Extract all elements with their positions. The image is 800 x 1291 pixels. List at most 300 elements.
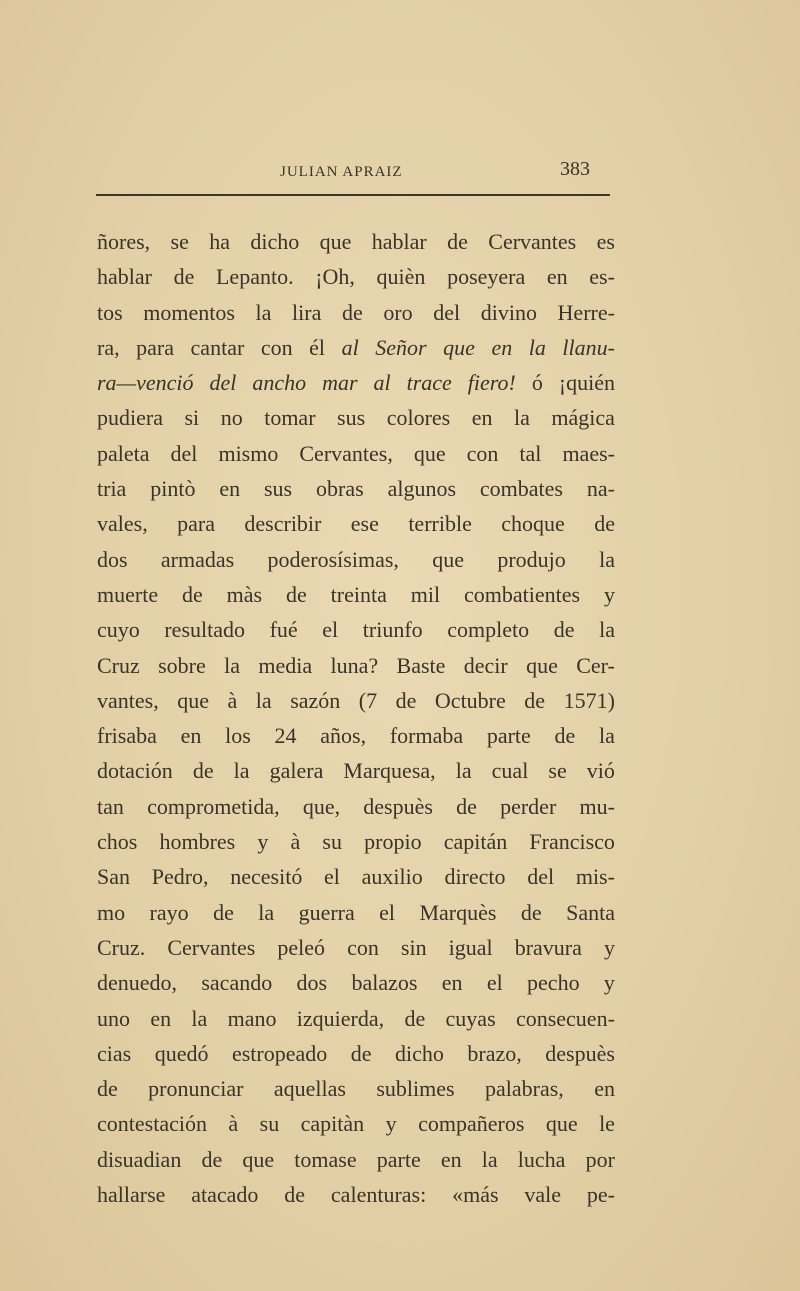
word: momentos bbox=[143, 299, 235, 325]
word-group bbox=[97, 859, 130, 894]
word-group bbox=[597, 224, 615, 259]
word: al bbox=[373, 370, 391, 396]
word-group bbox=[201, 1142, 222, 1177]
text-line bbox=[97, 436, 615, 471]
word-group bbox=[374, 365, 391, 400]
word-group bbox=[150, 1001, 171, 1036]
word-group bbox=[303, 789, 340, 824]
word-group bbox=[407, 365, 452, 400]
word-group bbox=[294, 1142, 356, 1177]
word-group bbox=[264, 471, 292, 506]
word-group bbox=[419, 895, 496, 930]
word-group bbox=[97, 718, 157, 753]
word: que bbox=[413, 440, 446, 466]
word: capitán bbox=[443, 829, 508, 855]
word-group bbox=[372, 224, 427, 259]
word: treinta bbox=[330, 581, 387, 607]
word: tal bbox=[519, 440, 542, 466]
word-group bbox=[257, 824, 268, 859]
word-group bbox=[97, 648, 140, 683]
word-group bbox=[193, 753, 214, 788]
word-group bbox=[435, 683, 506, 718]
page-number: 383 bbox=[560, 158, 590, 180]
word: la bbox=[258, 899, 275, 925]
word-group bbox=[599, 542, 615, 577]
word-group bbox=[452, 1177, 498, 1212]
word: la bbox=[514, 405, 530, 431]
word-group bbox=[488, 224, 576, 259]
word-group bbox=[155, 1036, 209, 1071]
word: y bbox=[385, 1111, 397, 1137]
word: años, bbox=[320, 723, 367, 749]
word: tomase bbox=[294, 1146, 357, 1172]
word: mil bbox=[410, 581, 441, 607]
word: trace bbox=[406, 370, 452, 396]
word-group bbox=[256, 295, 272, 330]
word: de bbox=[284, 1182, 306, 1208]
word: la bbox=[224, 652, 241, 678]
word: triunfo bbox=[362, 617, 423, 643]
word: en bbox=[180, 723, 202, 749]
word: que bbox=[242, 1146, 275, 1172]
word: Marquès bbox=[419, 899, 497, 925]
word-group bbox=[147, 789, 280, 824]
word-group bbox=[324, 859, 340, 894]
word-group bbox=[97, 400, 163, 435]
word: dicho bbox=[395, 1040, 444, 1066]
word-group bbox=[351, 1036, 372, 1071]
word: la bbox=[528, 334, 546, 360]
word-group bbox=[275, 718, 297, 753]
word: pecho bbox=[527, 970, 580, 996]
word: consecuen- bbox=[515, 1005, 615, 1031]
word: choque bbox=[501, 511, 565, 537]
word: pe- bbox=[586, 1182, 615, 1208]
word: en bbox=[471, 405, 493, 431]
word: à bbox=[290, 829, 301, 855]
word: se bbox=[548, 758, 567, 784]
word-group bbox=[449, 930, 493, 965]
word-group bbox=[446, 1001, 496, 1036]
word-group bbox=[228, 683, 238, 718]
word: mano bbox=[227, 1005, 277, 1031]
word: con bbox=[347, 934, 379, 960]
word-group bbox=[316, 471, 364, 506]
word: su bbox=[322, 829, 342, 855]
word: el bbox=[379, 899, 396, 925]
word-group bbox=[559, 365, 615, 400]
word: despuès bbox=[545, 1040, 615, 1066]
word-group bbox=[219, 471, 240, 506]
word-group bbox=[468, 365, 516, 400]
word-group bbox=[97, 506, 148, 541]
word: dos bbox=[296, 970, 328, 996]
word-group bbox=[414, 436, 446, 471]
word: Herre- bbox=[557, 299, 615, 325]
word-group bbox=[554, 612, 575, 647]
word: el bbox=[324, 864, 340, 890]
word-group bbox=[388, 471, 456, 506]
word: sus bbox=[337, 405, 366, 431]
word-group bbox=[524, 1177, 561, 1212]
word-group bbox=[562, 330, 615, 365]
word-group bbox=[529, 824, 615, 859]
word: propio bbox=[364, 829, 422, 855]
word-group bbox=[286, 577, 307, 612]
word-group bbox=[521, 895, 542, 930]
word: que, bbox=[302, 793, 341, 819]
word: de bbox=[350, 1040, 372, 1066]
word: perder bbox=[500, 793, 557, 819]
word: su bbox=[259, 1111, 280, 1137]
word-group bbox=[390, 718, 463, 753]
word: comprometida, bbox=[147, 793, 280, 819]
word: dotación bbox=[97, 758, 173, 784]
word-group bbox=[270, 753, 324, 788]
word: si bbox=[184, 405, 200, 431]
word: ¡Oh, bbox=[315, 264, 355, 290]
word: mis- bbox=[575, 864, 615, 890]
word: calenturas: bbox=[330, 1182, 427, 1208]
word-group bbox=[320, 718, 366, 753]
word: divino bbox=[480, 299, 537, 325]
word: cual bbox=[491, 758, 529, 784]
word-group bbox=[297, 965, 328, 1000]
word: Cervantes, bbox=[299, 440, 393, 466]
word: la bbox=[191, 1005, 208, 1031]
word-group bbox=[472, 400, 493, 435]
word-group bbox=[315, 259, 355, 294]
word: produjo bbox=[497, 546, 566, 572]
word: de bbox=[341, 299, 363, 325]
word-group bbox=[500, 789, 556, 824]
word-group bbox=[566, 895, 615, 930]
word: de bbox=[395, 687, 417, 713]
word-group bbox=[587, 1177, 615, 1212]
word: sobre bbox=[158, 652, 206, 678]
word-group bbox=[299, 895, 355, 930]
word-group bbox=[301, 1106, 365, 1141]
word: él bbox=[309, 334, 326, 360]
word: combates bbox=[479, 476, 563, 502]
word-group bbox=[331, 1177, 426, 1212]
word-group bbox=[401, 930, 427, 965]
word: atacado bbox=[191, 1182, 259, 1208]
word-group bbox=[209, 224, 230, 259]
word-group bbox=[158, 648, 206, 683]
word: oro bbox=[383, 299, 413, 325]
word-group bbox=[441, 1142, 462, 1177]
word: mu- bbox=[579, 793, 615, 819]
word-group bbox=[270, 612, 298, 647]
text-line bbox=[97, 612, 615, 647]
word-group bbox=[444, 824, 508, 859]
word: de bbox=[192, 758, 214, 784]
word-group bbox=[167, 930, 255, 965]
text-line bbox=[97, 1001, 615, 1036]
text-line bbox=[97, 224, 615, 259]
word: en bbox=[441, 970, 463, 996]
word-group bbox=[224, 648, 240, 683]
word: la bbox=[599, 723, 615, 749]
word: auxilio bbox=[361, 864, 423, 890]
word: muerte bbox=[97, 581, 159, 607]
word-group bbox=[221, 400, 243, 435]
word: resultado bbox=[164, 617, 246, 643]
word-group bbox=[579, 789, 614, 824]
word-group bbox=[297, 1001, 384, 1036]
word-group bbox=[433, 295, 460, 330]
word: Lepanto. bbox=[215, 264, 294, 290]
word-group bbox=[143, 295, 235, 330]
word-group bbox=[456, 753, 472, 788]
word: de bbox=[404, 1005, 426, 1031]
word: mismo bbox=[218, 440, 279, 466]
text-line bbox=[97, 400, 615, 435]
word-group bbox=[97, 471, 126, 506]
word-group bbox=[256, 683, 272, 718]
word-group bbox=[97, 965, 177, 1000]
word-group bbox=[492, 753, 529, 788]
word: la bbox=[233, 758, 250, 784]
word-group bbox=[232, 1036, 327, 1071]
word: describir bbox=[244, 511, 322, 537]
word-group bbox=[387, 400, 451, 435]
word: de bbox=[173, 264, 195, 290]
word: la bbox=[255, 687, 272, 713]
word-group bbox=[97, 436, 150, 471]
word-group bbox=[514, 400, 530, 435]
word: por bbox=[585, 1146, 615, 1172]
word: contestación bbox=[97, 1111, 207, 1137]
word: capitàn bbox=[300, 1111, 365, 1137]
word: ese bbox=[350, 511, 379, 537]
word: rayo bbox=[149, 899, 189, 925]
word-group bbox=[213, 895, 234, 930]
word-group bbox=[177, 506, 215, 541]
text-line bbox=[97, 259, 615, 294]
word: disuadian bbox=[97, 1146, 182, 1172]
word: vantes, bbox=[97, 687, 159, 713]
word-group bbox=[97, 753, 173, 788]
word: vales, bbox=[97, 511, 148, 537]
word: despuès bbox=[363, 793, 433, 819]
word: pintò bbox=[150, 476, 196, 502]
word: frisaba bbox=[97, 723, 157, 749]
word-group bbox=[456, 789, 477, 824]
word: compañeros bbox=[418, 1111, 525, 1137]
running-header bbox=[270, 158, 590, 184]
word: Cruz bbox=[97, 652, 140, 678]
word: con bbox=[466, 440, 499, 466]
word-group bbox=[97, 789, 124, 824]
text-line bbox=[97, 1142, 615, 1177]
word-group bbox=[546, 1106, 578, 1141]
word: la bbox=[481, 1146, 498, 1172]
word-group bbox=[228, 1001, 277, 1036]
word-group bbox=[467, 436, 499, 471]
word-group bbox=[97, 295, 123, 330]
word: del bbox=[170, 440, 198, 466]
word: sus bbox=[264, 476, 293, 502]
word-group bbox=[395, 1036, 444, 1071]
word: Señor bbox=[375, 334, 427, 360]
word-group bbox=[375, 330, 426, 365]
word: ra—venció bbox=[97, 370, 194, 396]
header-rule bbox=[96, 194, 610, 196]
word-group bbox=[558, 295, 615, 330]
word-group bbox=[97, 824, 137, 859]
word: en bbox=[150, 1005, 172, 1031]
word: Cruz. bbox=[97, 934, 146, 960]
word-group bbox=[377, 1142, 421, 1177]
word: Octubre bbox=[434, 687, 506, 713]
word: de bbox=[456, 793, 477, 819]
word: de bbox=[285, 581, 307, 607]
word: peleó bbox=[277, 934, 326, 960]
word: luna? bbox=[330, 652, 379, 678]
word: mo bbox=[97, 899, 126, 925]
word: Cervantes bbox=[167, 934, 256, 960]
text-line bbox=[97, 1106, 615, 1141]
word: en bbox=[219, 476, 241, 502]
word-group bbox=[397, 648, 446, 683]
word: sin bbox=[400, 934, 427, 960]
word-group bbox=[464, 577, 580, 612]
text-line bbox=[97, 683, 615, 718]
text-line bbox=[97, 365, 615, 400]
word-group bbox=[225, 718, 251, 753]
word-group bbox=[234, 753, 250, 788]
word-group bbox=[594, 506, 615, 541]
word: Francisco bbox=[529, 829, 615, 855]
word: y bbox=[603, 934, 615, 960]
word-group bbox=[97, 259, 152, 294]
word: algunos bbox=[387, 476, 457, 502]
word-group bbox=[230, 859, 302, 894]
word-group bbox=[532, 365, 543, 400]
word-group bbox=[191, 1001, 207, 1036]
word: 24 bbox=[274, 723, 297, 749]
word: el bbox=[486, 970, 503, 996]
word: es bbox=[596, 229, 615, 254]
word: de bbox=[97, 1076, 118, 1102]
word-group bbox=[363, 612, 423, 647]
word: de bbox=[201, 1146, 223, 1172]
word-group bbox=[447, 259, 525, 294]
word: pronunciar bbox=[148, 1076, 244, 1102]
word-group bbox=[322, 365, 357, 400]
text-line bbox=[97, 295, 615, 330]
word-group bbox=[97, 683, 159, 718]
word-group bbox=[290, 683, 340, 718]
word-group bbox=[480, 471, 563, 506]
word-group bbox=[564, 683, 615, 718]
word-group bbox=[482, 1142, 498, 1177]
word-group bbox=[97, 1001, 130, 1036]
word-group bbox=[497, 542, 565, 577]
word-group bbox=[604, 930, 615, 965]
word: directo bbox=[444, 864, 506, 890]
word: cantar bbox=[190, 334, 245, 360]
word: en bbox=[546, 264, 568, 290]
word: hallarse bbox=[97, 1182, 166, 1208]
word-group bbox=[359, 683, 377, 718]
word: lucha bbox=[517, 1146, 566, 1172]
text-line bbox=[97, 506, 615, 541]
word: chos bbox=[97, 829, 138, 855]
word: de bbox=[447, 229, 468, 254]
word-group bbox=[443, 330, 475, 365]
word-group bbox=[258, 895, 274, 930]
word-group bbox=[383, 295, 412, 330]
word-group bbox=[491, 330, 512, 365]
word-group bbox=[589, 259, 615, 294]
word: parte bbox=[376, 1146, 421, 1172]
word: obras bbox=[316, 476, 364, 502]
word-group bbox=[447, 224, 468, 259]
word-group bbox=[242, 1142, 274, 1177]
word-group bbox=[342, 330, 359, 365]
word: paleta bbox=[97, 440, 150, 466]
word-group bbox=[408, 506, 472, 541]
word: pudiera bbox=[97, 405, 163, 431]
word: Cer- bbox=[576, 652, 615, 678]
word-group bbox=[599, 612, 615, 647]
word: ra, bbox=[97, 334, 120, 360]
word-group bbox=[191, 330, 245, 365]
word: ñores, bbox=[97, 229, 151, 254]
word: maes- bbox=[562, 440, 615, 466]
word: del bbox=[209, 370, 237, 396]
word: en bbox=[594, 1076, 615, 1102]
word: à bbox=[227, 687, 238, 713]
word-group bbox=[210, 365, 237, 400]
word: mágica bbox=[551, 405, 615, 431]
word-group bbox=[444, 859, 505, 894]
word-group bbox=[337, 400, 365, 435]
word-group bbox=[551, 400, 615, 435]
word-group bbox=[599, 1106, 615, 1141]
word: tos bbox=[97, 299, 123, 325]
text-line bbox=[97, 1071, 615, 1106]
word: la bbox=[455, 758, 472, 784]
word-group bbox=[97, 330, 120, 365]
word: cuyo bbox=[97, 617, 140, 643]
word-group bbox=[181, 718, 202, 753]
word-group bbox=[526, 648, 558, 683]
word: sublimes bbox=[376, 1076, 455, 1102]
word: le bbox=[599, 1111, 615, 1137]
word-group bbox=[516, 1001, 615, 1036]
word-group bbox=[274, 1071, 346, 1106]
word-group bbox=[150, 895, 189, 930]
word-group bbox=[218, 436, 278, 471]
word: que bbox=[443, 334, 475, 360]
word: igual bbox=[448, 934, 493, 960]
word: Pedro, bbox=[151, 864, 209, 890]
text-line bbox=[97, 753, 615, 788]
word: no bbox=[220, 405, 243, 431]
word-group bbox=[260, 1106, 280, 1141]
word: tomar bbox=[264, 405, 316, 431]
word-group bbox=[292, 295, 321, 330]
word-group bbox=[148, 1071, 243, 1106]
word-group bbox=[171, 224, 189, 259]
word: ha bbox=[209, 229, 230, 254]
word-group bbox=[364, 824, 421, 859]
word: estropeado bbox=[231, 1040, 328, 1066]
